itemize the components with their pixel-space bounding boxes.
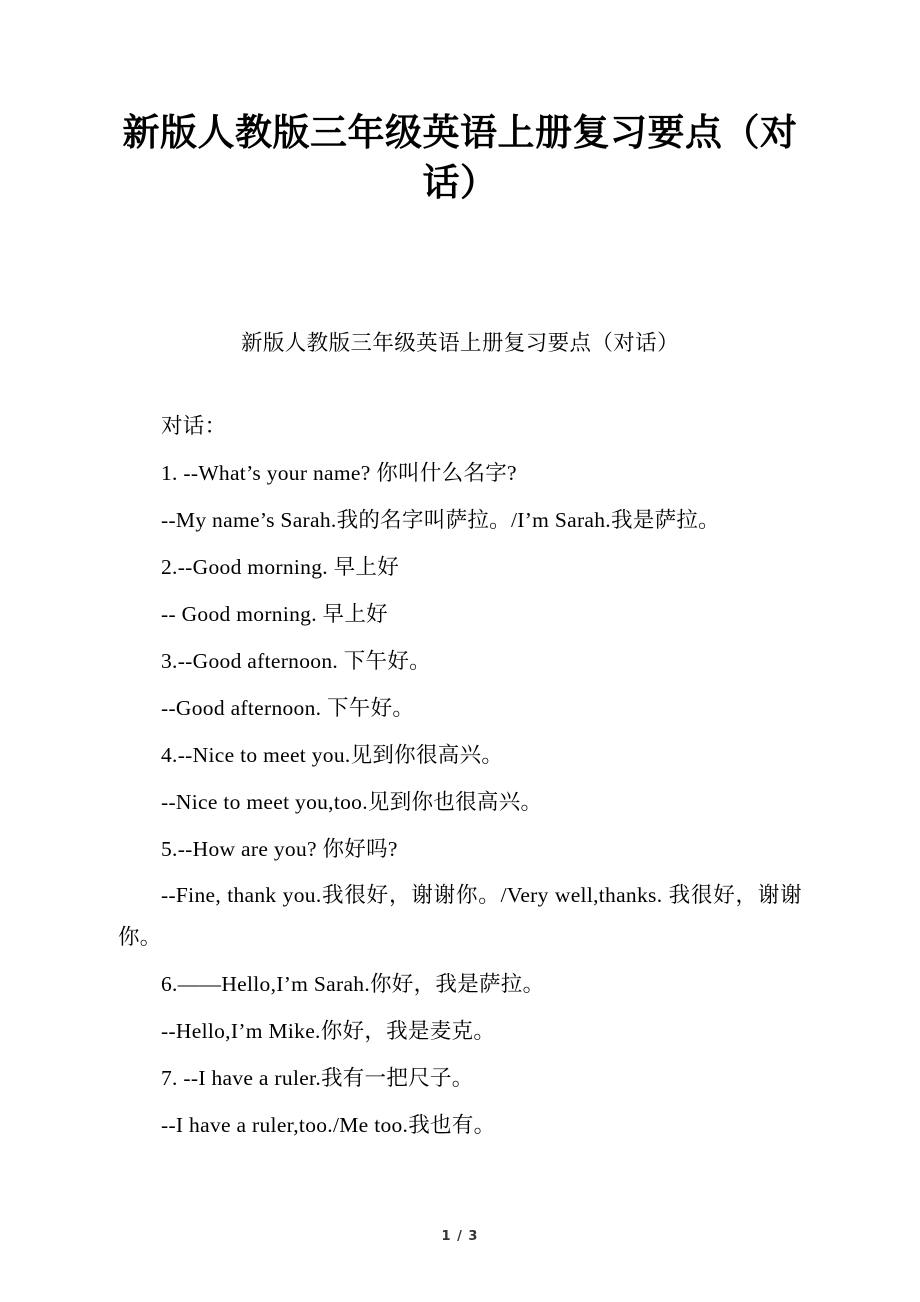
dialogue-line: 3.--Good afternoon. 下午好。	[161, 648, 431, 673]
dialogue-line: 7. --I have a ruler.我有一把尺子。	[161, 1066, 474, 1091]
page-title: 新版人教版三年级英语上册复习要点（对话）	[122, 111, 798, 204]
dialogue-line: --My name’s Sarah.我的名字叫萨拉。/I’m Sarah.我是萨拉。	[161, 508, 720, 533]
dialogue-line: --Nice to meet you,too.见到你也很高兴。	[161, 789, 543, 814]
dialogue-line: --I have a ruler,too./Me too.我也有。	[161, 1113, 496, 1138]
dialogue-line: --Good afternoon. 下午好。	[161, 695, 415, 720]
dialogue-line: 5.--How are you? 你好吗?	[161, 836, 398, 861]
page-number: 1 / 3	[441, 1229, 479, 1244]
dialogue-line: 2.--Good morning. 早上好	[161, 555, 400, 580]
dialogue-line: 6.——Hello,I’m Sarah.你好，我是萨拉。	[161, 972, 545, 997]
document-subtitle: 新版人教版三年级英语上册复习要点（对话）	[240, 330, 679, 355]
dialogue-line: 4.--Nice to meet you.见到你很高兴。	[161, 742, 504, 767]
dialogue-line: --Hello,I’m Mike.你好，我是麦克。	[161, 1019, 496, 1044]
section-label: 对话：	[161, 414, 227, 439]
dialogue-line: 1. --What’s your name? 你叫什么名字?	[161, 461, 517, 486]
dialogue-line: -- Good morning. 早上好	[161, 601, 388, 626]
dialogue-line: --Fine, thank you.我很好，谢谢你。/Very well,thanks. 我很好，谢谢你。	[118, 883, 802, 950]
document-body	[0, 326, 920, 1147]
